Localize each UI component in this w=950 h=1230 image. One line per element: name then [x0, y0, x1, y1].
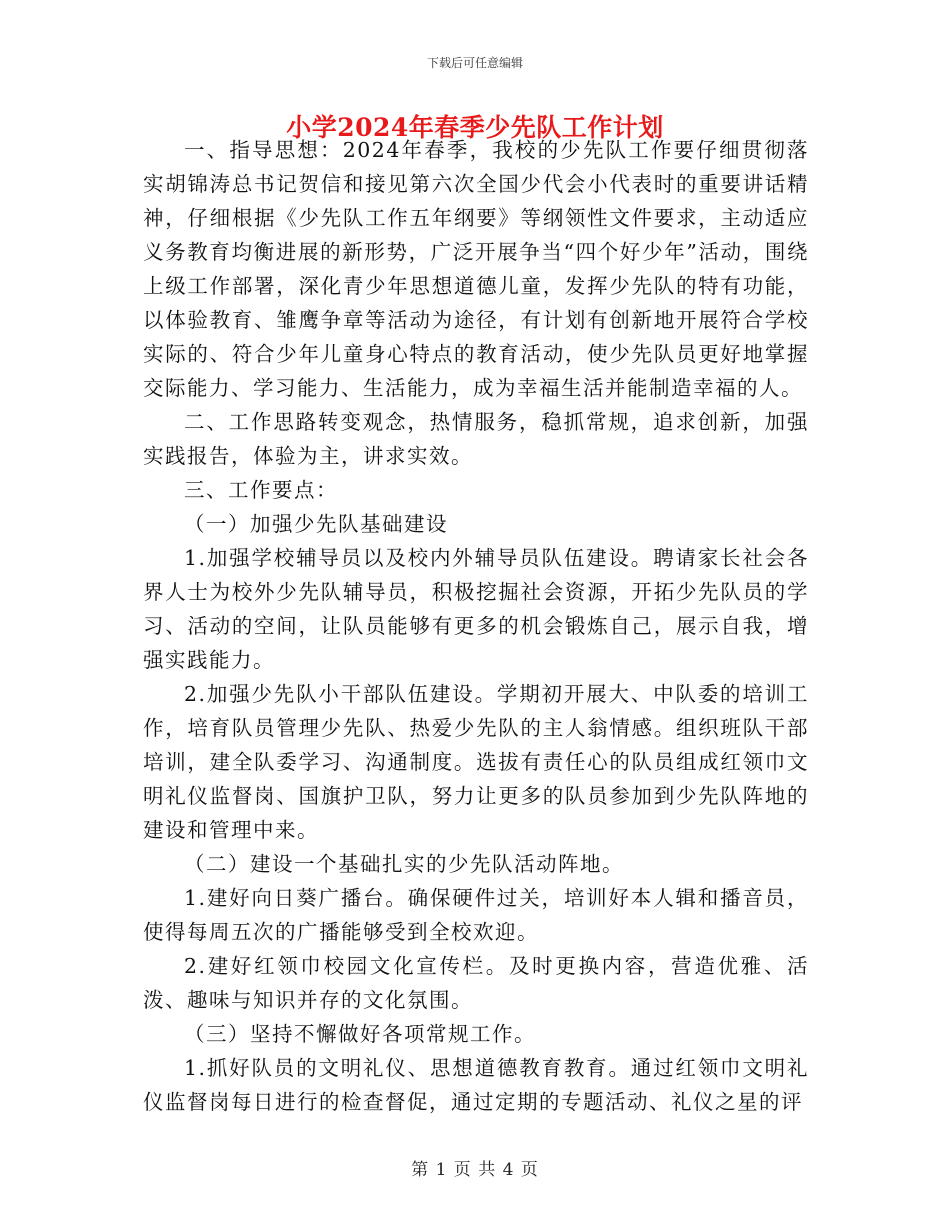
- paragraph-section-1-item-2: 2.加强少先队小干部队伍建设。学期初开展大、中队委的培训工作，培育队员管理少先队、热爱少先队的主人翁情感。组织班队干部培训，建全队委学习、沟通制度。选拔有责任心的队员组成红领巾文明礼仪监督岗、国旗护卫队，努力让更多的队员参加到少先队阵地的建设和管理中来。: [143, 682, 809, 842]
- paragraph-guiding-thought: 一、指导思想：2024年春季，我校的少先队工作要仔细贯彻落实胡锦涛总书记贺信和接见第六次全国少代会小代表时的重要讲话精神，仔细根据《少先队工作五年纲要》等纲领性文件要求，主动适应义务教育均衡进展的新形势，广泛开展争当“四个好少年”活动，围绕上级工作部署，深化青少年思想道德儿童，发挥少先队的特有功能，以体验教育、雏鹰争章等活动为途径，有计划有创新地开展符合学校实际的、符合少年儿童身心特点的教育活动，使少先队员更好地掌握交际能力、学习能力、生活能力，成为幸福生活并能制造幸福的人。: [143, 138, 809, 400]
- paragraph-section-1-heading: （一）加强少先队基础建设: [184, 512, 448, 536]
- paragraph-section-1-item-1: 1.加强学校辅导员以及校内外辅导员队伍建设。聘请家长社会各界人士为校外少先队辅导员，积极挖掘社会资源，开拓少先队员的学习、活动的空间，让队员能够有更多的机会锻炼自己，展示自我，增强实践能力。: [143, 546, 809, 672]
- page-number: 第 1 页 共 4 页: [411, 1160, 539, 1180]
- document-body: [143, 133, 809, 1119]
- paragraph-section-3-heading: （三）坚持不懈做好各项常规工作。: [184, 1022, 536, 1046]
- paragraph-section-2-heading: （二）建设一个基础扎实的少先队活动阵地。: [184, 852, 624, 876]
- header-note: 下载后可任意编辑: [426, 56, 523, 70]
- document-title: 小学2024年春季少先队工作计划: [286, 113, 664, 142]
- paragraph-key-points-heading: 三、工作要点：: [184, 478, 338, 502]
- paragraph-section-3-item-1: 1.抓好队员的文明礼仪、思想道德教育教育。通过红领巾文明礼仪监督岗每日进行的检查督促，通过定期的专题活动、礼仪之星的评: [143, 1056, 809, 1114]
- paragraph-section-2-item-2: 2.建好红领巾校园文化宣传栏。及时更换内容，营造优雅、活泼、趣味与知识并存的文化氛围。: [143, 954, 809, 1012]
- paragraph-work-approach: 二、工作思路转变观念，热情服务，稳抓常规，追求创新，加强实践报告，体验为主，讲求实效。: [143, 410, 809, 468]
- paragraph-section-2-item-1: 1.建好向日葵广播台。确保硬件过关，培训好本人辑和播音员，使得每周五次的广播能够受到全校欢迎。: [143, 886, 809, 944]
